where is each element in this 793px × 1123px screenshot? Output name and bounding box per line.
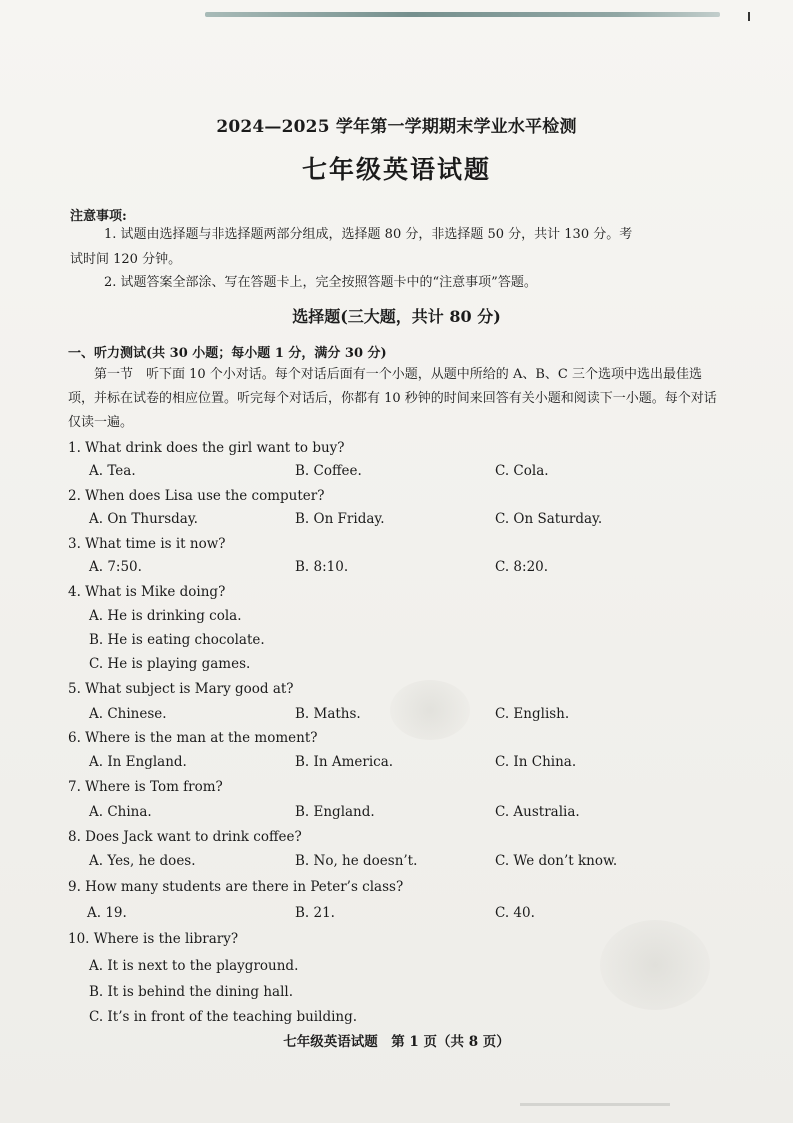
- question-9-option-b: B. 21.: [295, 905, 335, 921]
- scan-smudge: [600, 920, 710, 1010]
- question-10: 10. Where is the library?: [68, 931, 239, 947]
- question-6: 6. Where is the man at the moment?: [68, 730, 318, 746]
- question-7-option-b: B. England.: [295, 804, 375, 820]
- question-8: 8. Does Jack want to drink coffee?: [68, 829, 302, 845]
- question-4: 4. What is Mike doing?: [68, 584, 226, 600]
- question-4-option-b: B. He is eating chocolate.: [89, 632, 265, 648]
- note-item-2: 2. 试题答案全部涂、写在答题卡上，完全按照答题卡中的“注意事项”答题。: [104, 275, 537, 290]
- question-3-option-a: A. 7:50.: [89, 559, 142, 575]
- question-3: 3. What time is it now?: [68, 536, 226, 552]
- question-6-option-b: B. In America.: [295, 754, 394, 770]
- question-2-option-a: A. On Thursday.: [89, 511, 198, 527]
- question-2-option-b: B. On Friday.: [295, 511, 385, 527]
- part-heading: 一、听力测试(共 30 小题；每小题 1 分，满分 30 分): [68, 346, 387, 361]
- question-8-option-b: B. No, he doesn’t.: [295, 853, 418, 869]
- question-6-option-a: A. In England.: [89, 754, 187, 770]
- question-5-option-c: C. English.: [495, 706, 570, 722]
- question-9: 9. How many students are there in Peter’s class?: [68, 879, 404, 895]
- question-2: 2. When does Lisa use the computer?: [68, 488, 325, 504]
- question-9-option-c: C. 40.: [495, 905, 535, 921]
- question-5: 5. What subject is Mary good at?: [68, 681, 294, 697]
- question-5-option-a: A. Chinese.: [89, 706, 167, 722]
- question-5-option-b: B. Maths.: [295, 706, 361, 722]
- question-1-option-c: C. Cola.: [495, 463, 549, 479]
- scan-edge-strip: [205, 12, 720, 17]
- question-8-option-c: C. We don’t know.: [495, 853, 618, 869]
- question-7-option-c: C. Australia.: [495, 804, 580, 820]
- question-2-option-c: C. On Saturday.: [495, 511, 603, 527]
- question-6-option-c: C. In China.: [495, 754, 577, 770]
- question-10-option-b: B. It is behind the dining hall.: [89, 984, 294, 1000]
- subject-title: 七年级英语试题: [301, 155, 491, 184]
- question-3-option-c: C. 8:20.: [495, 559, 549, 575]
- scan-smudge: [390, 680, 470, 740]
- question-1-option-a: A. Tea.: [89, 463, 136, 479]
- question-4-option-a: A. He is drinking cola.: [89, 608, 242, 624]
- question-8-option-a: A. Yes, he does.: [89, 853, 196, 869]
- question-10-option-a: A. It is next to the playground.: [89, 958, 299, 974]
- question-10-option-c: C. It’s in front of the teaching building.: [89, 1009, 358, 1025]
- question-4-option-c: C. He is playing games.: [89, 656, 251, 672]
- question-9-option-a: A. 19.: [87, 905, 127, 921]
- note-item-1-line-2: 试时间 120 分钟。: [70, 252, 182, 267]
- note-item-1-line-1: 1. 试题由选择题与非选择题两部分组成，选择题 80 分，非选择题 50 分，共计 130 分。考: [104, 227, 633, 242]
- notes-heading: 注意事项:: [70, 209, 127, 224]
- question-1-option-b: B. Coffee.: [295, 463, 362, 479]
- scan-bottom-strip: [520, 1103, 670, 1106]
- scan-corner-mark: [748, 12, 750, 21]
- page-footer: 七年级英语试题 第 1 页（共 8 页）: [283, 1034, 510, 1050]
- exam-title: 2024—2025 学年第一学期期末学业水平检测: [216, 117, 577, 137]
- question-7: 7. Where is Tom from?: [68, 779, 223, 795]
- question-3-option-b: B. 8:10.: [295, 559, 349, 575]
- section-title: 选择题(三大题，共计 80 分): [292, 307, 501, 326]
- question-1: 1. What drink does the girl want to buy?: [68, 440, 345, 456]
- section-instructions: 第一节 听下面 10 个小对话。每个对话后面有一个小题，从题中所给的 A、B、C 三个选项中选出最佳选项，并标在试卷的相应位置。听完每个对话后，你都有 10 秒钟的时间来回答有关小题和阅读下一小题。每个对话仅读一遍。: [68, 367, 717, 430]
- question-7-option-a: A. China.: [89, 804, 152, 820]
